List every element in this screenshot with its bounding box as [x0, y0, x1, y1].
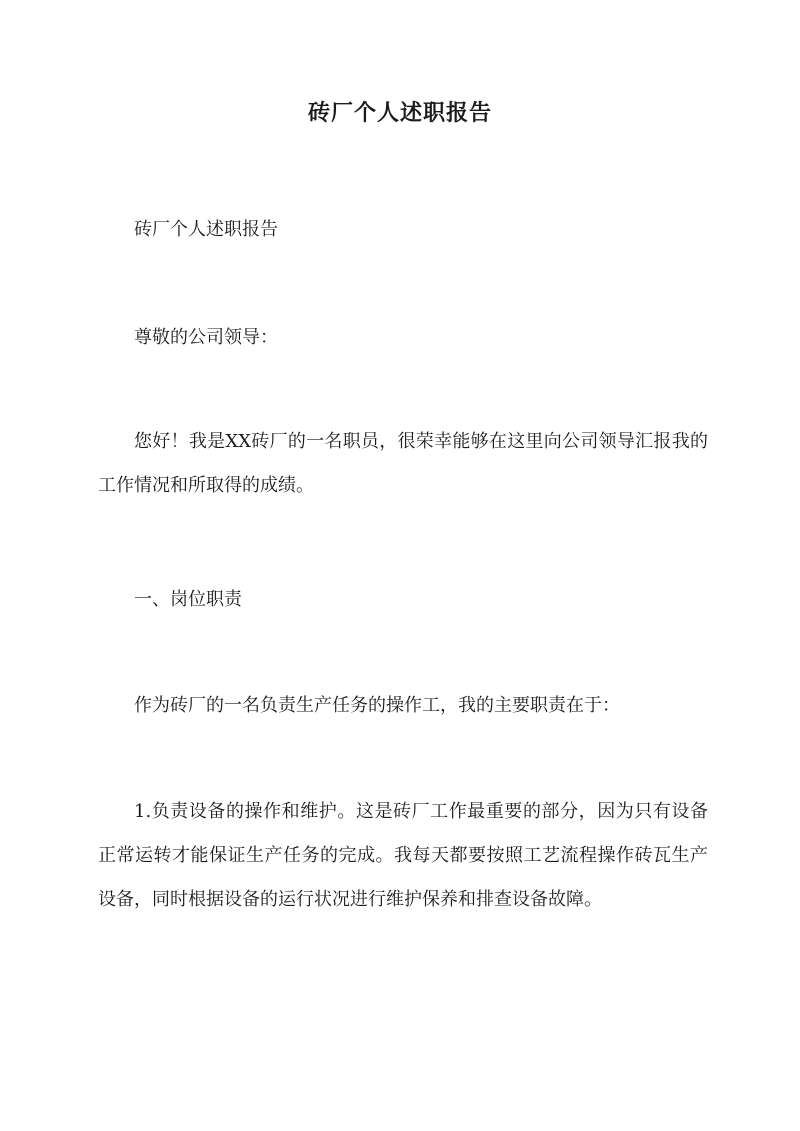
paragraph-greeting: 您好！我是XX砖厂的一名职员，很荣幸能够在这里向公司领导汇报我的工作情况和所取得的成绩。 — [98, 431, 708, 496]
section-heading-job-duties: 一、岗位职责 — [134, 589, 242, 610]
paragraph-subtitle: 砖厂个人述职报告 — [134, 219, 278, 240]
paragraph-duty-item-1: 1.负责设备的操作和维护。这是砖厂工作最重要的部分，因为只有设备正常运转才能保证生产任务的完成。我每天都要按照工艺流程操作砖瓦生产设备，同时根据设备的运行状况进行维护保养和排查设备故障。 — [98, 801, 708, 910]
paragraph-salutation: 尊敬的公司领导： — [134, 327, 278, 348]
paragraph-duties-intro: 作为砖厂的一名负责生产任务的操作工，我的主要职责在于： — [134, 695, 620, 716]
document-title: 砖厂个人述职报告 — [307, 100, 492, 126]
